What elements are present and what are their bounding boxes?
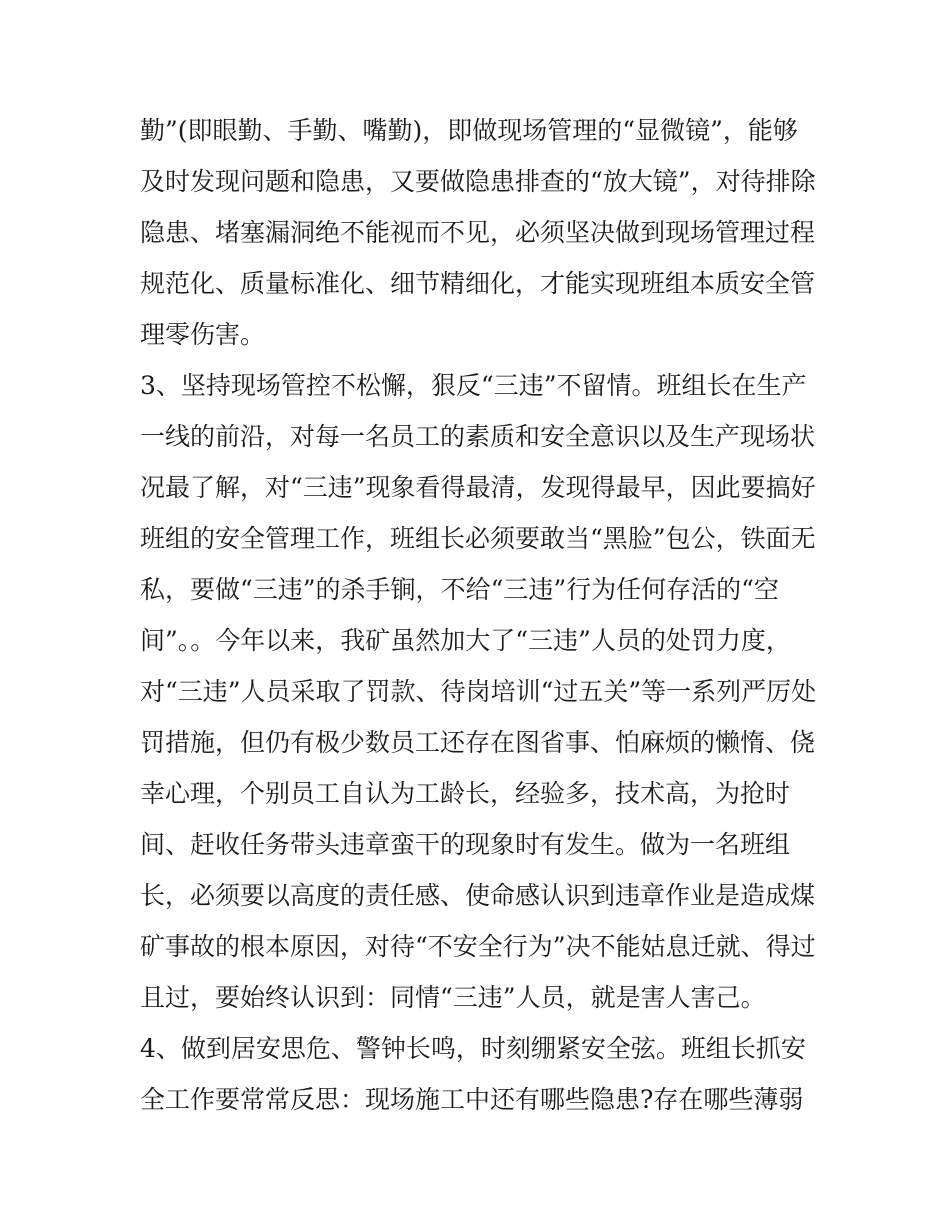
text-line: 幸心理，个别员工自认为工龄长，经验多，技术高，为抢时 [140,779,791,808]
text-line: 3、坚持现场管控不松懈，狠反“三违”不留情。班组长在生产 [140,371,807,400]
document-body [140,105,820,1125]
text-line: 及时发现问题和隐患，又要做隐患排查的“放大镜”，对待排除 [140,167,816,196]
text-line: 规范化、质量标准化、细节精细化，才能实现班组本质安全管 [140,269,816,298]
text-line: 班组的安全管理工作，班组长必须要敢当“黑脸”包公，铁面无 [140,524,816,553]
text-line: 长，必须要以高度的责任感、使命感认识到违章作业是造成煤 [140,881,816,910]
text-line: 勤”(即眼勤、手勤、嘴勤)，即做现场管理的“显微镜”，能够 [140,116,798,145]
text-line: 间”。。今年以来，我矿虽然加大了“三违”人员的处罚力度， [140,626,791,655]
text-line: 理零伤害。 [140,320,266,349]
text-line: 间、赶收任务带头违章蛮干的现象时有发生。做为一名班组 [140,830,791,859]
text-line: 一线的前沿，对每一名员工的素质和安全意识以及生产现场状 [140,422,816,451]
text-line: 况最了解，对“三违”现象看得最清，发现得最早，因此要搞好 [140,473,816,502]
text-line: 矿事故的根本原因，对待“不安全行为”决不能姑息迁就、得过 [140,932,816,961]
text-line: 全工作要常常反思：现场施工中还有哪些隐患?存在哪些薄弱 [140,1085,804,1114]
text-line: 4、做到居安思危、警钟长鸣，时刻绷紧安全弦。班组长抓安 [140,1034,806,1063]
text-line: 私，要做“三违”的杀手锏，不给“三违”行为任何存活的“空 [140,575,779,604]
text-line: 对“三违”人员采取了罚款、待岗培训“过五关”等一系列严厉处 [140,677,817,706]
text-line: 罚措施，但仍有极少数员工还存在图省事、怕麻烦的懒惰、侥 [140,728,816,757]
text-line: 隐患、堵塞漏洞绝不能视而不见，必须坚决做到现场管理过程 [140,218,816,247]
text-line: 且过，要始终认识到：同情“三违”人员，就是害人害己。 [140,983,766,1012]
